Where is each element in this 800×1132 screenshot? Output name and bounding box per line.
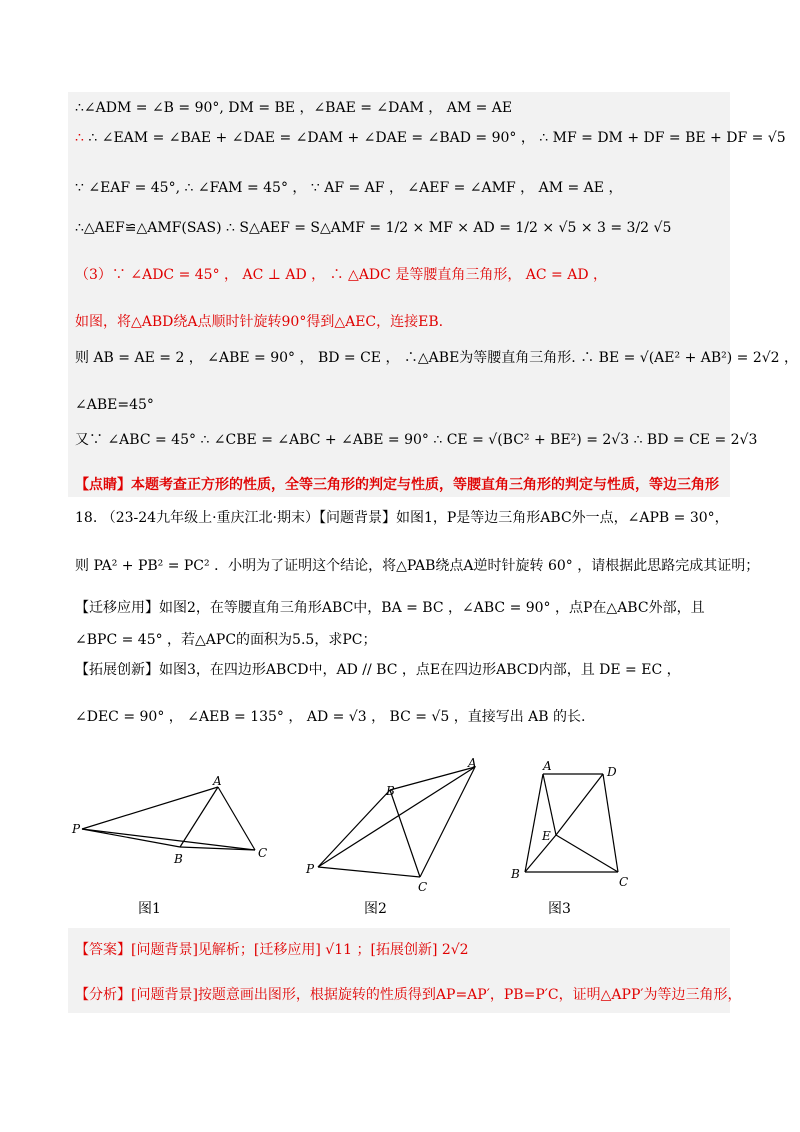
problem-line-3: 【迁移应用】如图2，在等腰直角三角形ABC中，BA = BC ，∠ABC = 90° ，点P在△ABC外部，且	[75, 600, 705, 616]
fig2-label-p: P	[306, 862, 315, 876]
figure-2	[300, 755, 490, 895]
solution-line-4: ∴△AEF≌△AMF(SAS) ∴ S△AEF = S△AMF = 1/2 × MF × AD = 1/2 × √5 × 3 = 3/2 √5	[75, 220, 672, 236]
solution-line-5: （3）∵ ∠ADC = 45° ， AC ⊥ AD ， ∴ △ADC 是等腰直角三角形， AC = AD ，	[75, 267, 608, 283]
fig2-label-c: C	[418, 880, 428, 894]
solution-line-9: 又∵ ∠ABC = 45° ∴ ∠CBE = ∠ABC + ∠ABE = 90° ∴ CE = √(BC² + BE²) = 2√3 ∴ BD = CE = 2√3	[75, 432, 758, 448]
problem-line-5: 【拓展创新】如图3，在四边形ABCD中，AD // BC ，点E在四边形ABCD内部，且 DE = EC ，	[75, 662, 681, 678]
fig3-label-b: B	[511, 867, 520, 881]
problem-line-4: ∠BPC = 45° ，若△APC的面积为5.5，求PC；	[75, 632, 377, 648]
fig2-label-b: B	[386, 784, 395, 798]
fig1-label-b: B	[174, 852, 183, 866]
point-note-line: 【点睛】本题考查正方形的性质，全等三角形的判定与性质，等腰直角三角形的判定与性质，等边三角形	[75, 477, 719, 493]
fig1-label-c: C	[258, 846, 268, 860]
fig3-label-a: A	[543, 760, 552, 773]
fig1-label-p: P	[72, 822, 81, 836]
solution-line-3: ∵ ∠EAF = 45°, ∴ ∠FAM = 45° ， ∵ AF = AF ， ∠AEF = ∠AMF ， AM = AE ，	[75, 180, 623, 196]
fig3-label-e: E	[542, 829, 551, 843]
problem-line-2: 则 PA² + PB² = PC² ．小明为了证明这个结论，将△PAB绕点A逆时针旋转 60° ，请根据此思路完成其证明；	[75, 558, 760, 574]
solution-line-1: ∴∠ADM = ∠B = 90°, DM = BE ，∠BAE = ∠DAM ， AM = AE	[75, 100, 513, 116]
figure-1	[70, 775, 280, 875]
fig3-label-d: D	[607, 765, 617, 779]
problem-line-6: ∠DEC = 90° ， ∠AEB = 135° ， AD = √3 ， BC = √5 ，直接写出 AB 的长.	[75, 709, 586, 725]
problem-line-1: 18. （23-24九年级上·重庆江北·期末）【问题背景】如图1，P是等边三角形ABC外一点，∠APB = 30°，	[75, 510, 729, 526]
solution-line-2: ∴ ∴ ∠EAM = ∠BAE + ∠DAE = ∠DAM + ∠DAE = ∠BAD = 90° ， ∴ MF = DM + DF = BE + DF = √5	[75, 130, 786, 146]
answer-line: 【答案】[问题背景]见解析；[迁移应用] √11 ；[拓展创新] 2√2	[75, 942, 469, 958]
analysis-line: 【分析】[问题背景]按题意画出图形，根据旋转的性质得到AP=AP′，PB=P′C，证明△APP′为等边三角形，	[75, 987, 742, 1003]
figure-3	[505, 760, 635, 890]
solution-line-7: 则 AB = AE = 2 ， ∠ABE = 90° ， BD = CE ， ∴△ABE为等腰直角三角形. ∴ BE = √(AE² + AB²) = 2√2 ，	[75, 350, 799, 366]
figure-3-caption: 图3	[548, 901, 571, 917]
solution-line-8: ∠ABE=45°	[75, 397, 154, 413]
figure-1-caption: 图1	[138, 901, 161, 917]
fig2-label-a: A	[468, 756, 477, 770]
figure-2-caption: 图2	[364, 901, 387, 917]
fig3-label-c: C	[619, 875, 629, 889]
solution-line-6: 如图，将△ABD绕A点顺时针旋转90°得到△AEC，连接EB.	[75, 314, 444, 330]
fig1-label-a: A	[213, 775, 222, 788]
